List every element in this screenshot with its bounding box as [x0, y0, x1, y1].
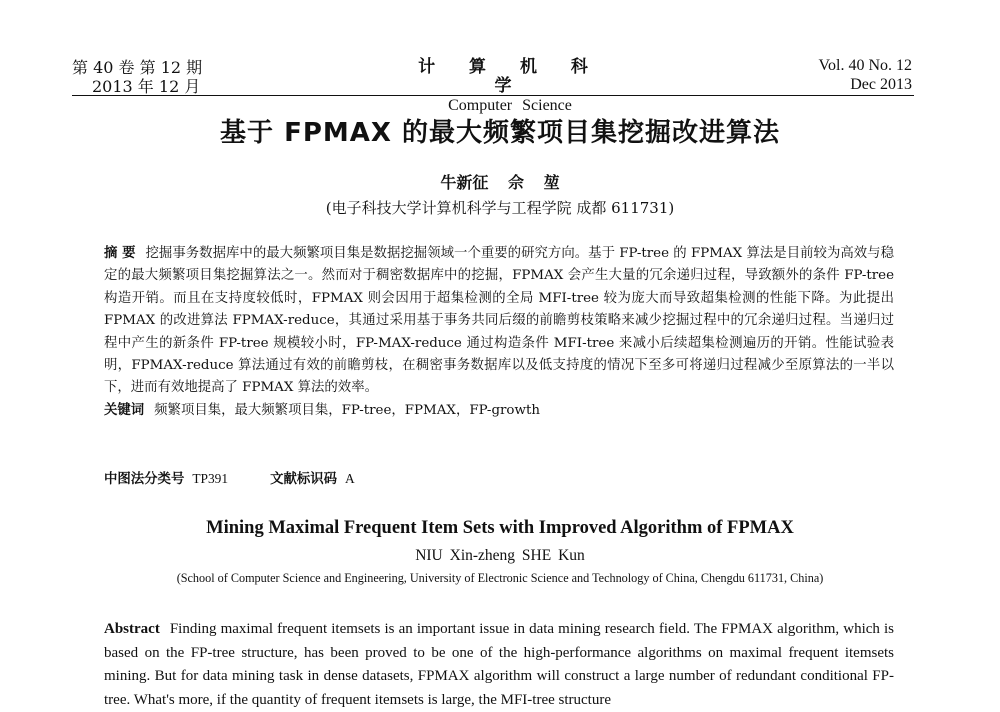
classification-row	[104, 470, 397, 489]
doc-code-label: 文献标识码	[270, 472, 338, 487]
header-journal	[400, 58, 620, 115]
abstract-cn-text: 挖掘事务数据库中的最大频繁项目集是数据挖掘领域一个重要的研究方向。基于 FP-tree 的 FPMAX 算法是目前较为高效与稳定的最大频繁项目集挖掘算法之一。然而对于稠密数据库中的挖掘，FPMAX 会产生大量的冗余递归过程，导致额外的条件 FP-tree 构造开销。而且在支持度较低时，FPMAX 则会因用于超集检测的全局 MFI-tree 较为庞大而导致超集检测的性能下降。为此提出 FPMAX 的改进算法 FPMAX-reduce，其通过采用基于事务共同后缀的前瞻剪枝策略来减少挖掘过程中的冗余递归过程。当递归过程中产生的新条件 FP-tree 规模较小时，FP-MAX-reduce 通过构造条件 MFI-tree 来减小后续超集检测遍历的开销。性能试验表明，FPMAX-reduce 算法通过有效的前瞻剪枝，在稠密事务数据库以及低支持度的情况下至多可将递归过程减少至原算法的一半以下，进而有效地提高了 FPMAX 算法的效率。	[104, 246, 894, 396]
keywords-cn	[104, 400, 894, 422]
header-rule	[72, 95, 914, 96]
abstract-en-label: Abstract	[104, 621, 160, 637]
issue-date-en: Dec 2013	[850, 76, 912, 93]
volume-en: Vol. 40 No. 12	[818, 57, 912, 74]
clc-label: 中图法分类号	[104, 472, 185, 487]
english-affiliation: (School of Computer Science and Engineering, University of Electronic Science and Technology of China, Chengdu 611731, China)	[176, 571, 824, 585]
paper-affiliation: (电子科技大学计算机科学与工程学院 成都 611731)	[325, 199, 675, 217]
english-title: Mining Maximal Frequent Item Sets with Improved Algorithm of FPMAX	[206, 518, 794, 538]
abstract-en-text: Finding maximal frequent itemsets is an important issue in data mining research field. The FPMAX algorithm, which is based on the FP-tree structure, has been proved to be one of the high-performance algorithms on maximal frequent itemsets mining. But for data mining task in dense datasets, FPMAX algorithm will construct a large number of redundant conditional FP-tree. What's more, if the quantity of frequent itemsets is large, the MFI-tree structure	[104, 621, 894, 708]
abstract-cn	[104, 243, 894, 422]
english-authors: NIU Xin-zheng SHE Kun	[415, 547, 585, 564]
abstract-cn-label: 摘 要	[104, 246, 136, 261]
keywords-cn-text: 频繁项目集，最大频繁项目集，FP-tree，FPMAX，FP-growth	[154, 402, 540, 418]
journal-name-cn: 计 算 机 科 学	[418, 57, 602, 96]
volume-issue: 第 40 卷 第 12 期	[72, 58, 203, 77]
clc-value: TP391	[192, 471, 229, 486]
journal-name-en: Computer Science	[448, 97, 572, 114]
header-issue-info	[72, 58, 202, 96]
paper-authors: 牛新征 佘 堃	[440, 173, 560, 192]
keywords-cn-label: 关键词	[104, 402, 145, 418]
doc-code-value: A	[345, 471, 355, 486]
header-volume-en	[819, 56, 913, 94]
abstract-en	[104, 618, 894, 712]
abstract-cn-paragraph	[104, 243, 894, 400]
paper-title: 基于 FPMAX 的最大频繁项目集挖掘改进算法	[220, 118, 780, 148]
issue-date-cn: 2013 年 12 月	[92, 77, 201, 96]
